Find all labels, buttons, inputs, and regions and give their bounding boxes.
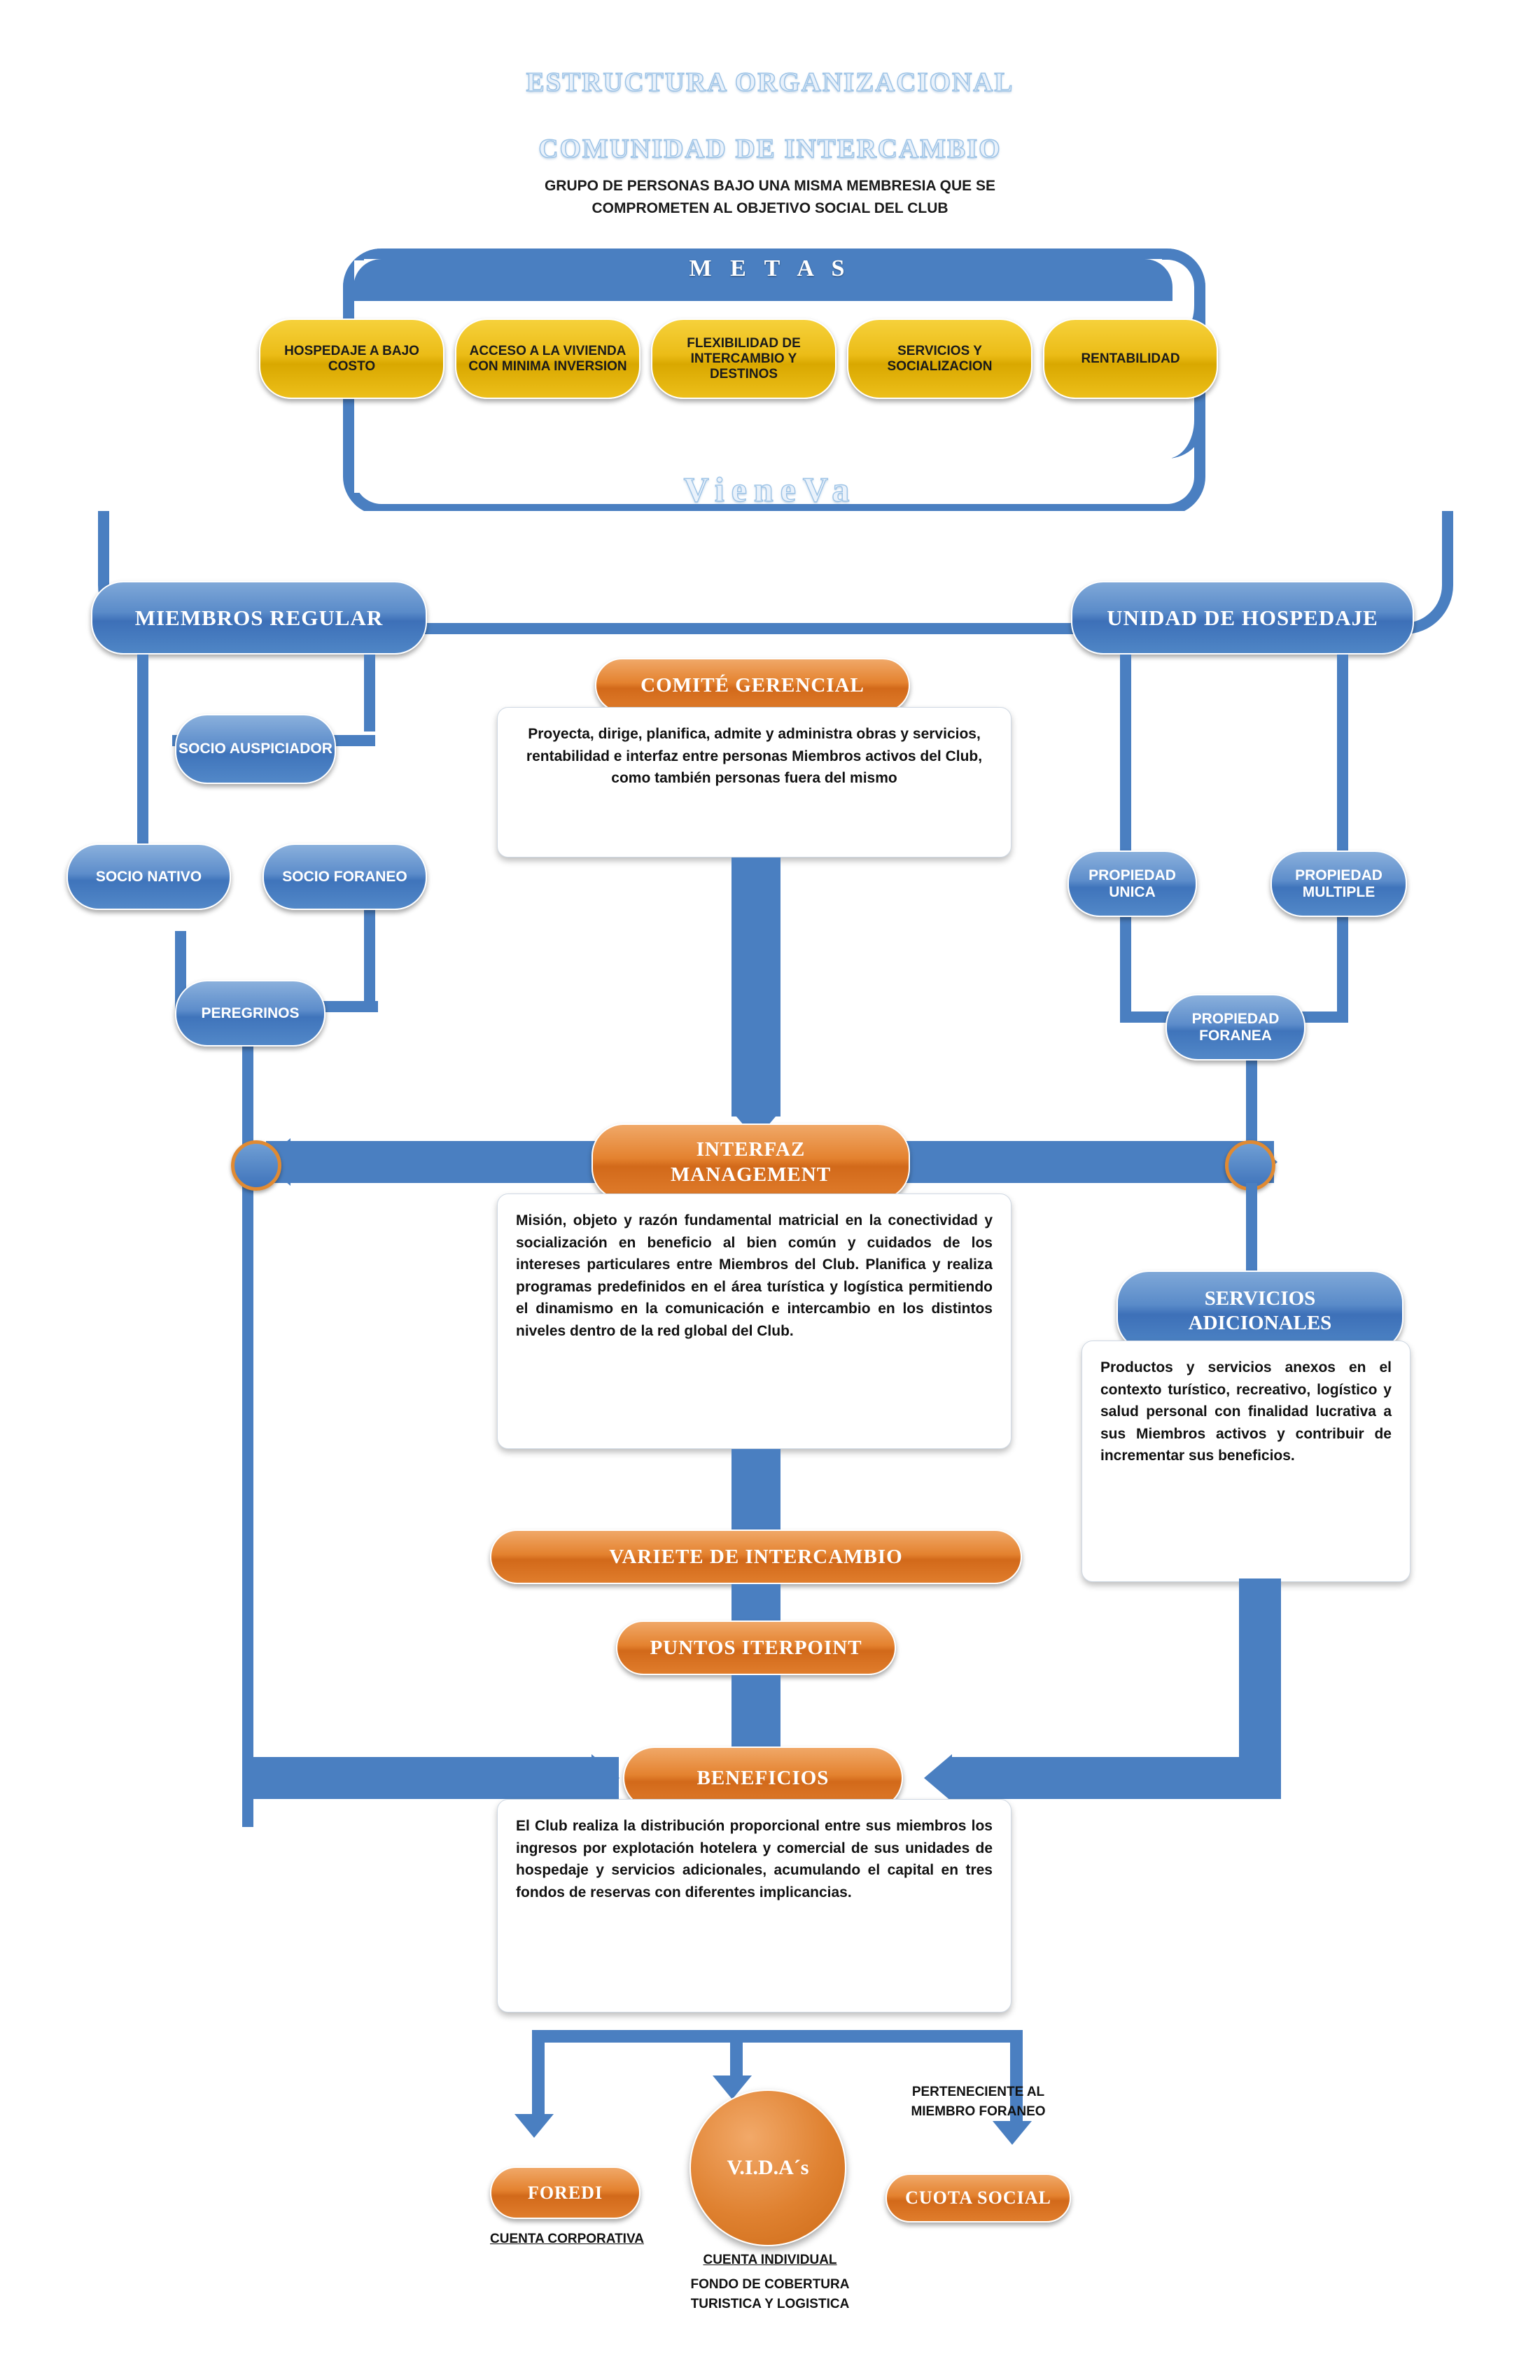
node-propiedad-multiple-label: PROPIEDAD MULTIPLE [1295, 867, 1382, 900]
arrow-members-to-benefits [592, 1754, 620, 1802]
connector-members-to-benefits [248, 1757, 619, 1799]
connector-members-v1 [137, 654, 148, 746]
connector-funds-h [532, 2030, 1022, 2043]
benefits-description [497, 1799, 1011, 2012]
branch-members-header[interactable] [91, 581, 427, 654]
connector-variete-down [732, 1584, 780, 1623]
goal-item-1-label: ACCESO A LA VIVIENDA CON MINIMA INVERSION [468, 343, 627, 374]
foredi-caption [483, 2230, 651, 2249]
node-socio-auspiciador[interactable] [175, 714, 336, 784]
goal-item-0[interactable] [259, 318, 444, 399]
page-title-line2: COMUNIDAD DE INTERCAMBIO [538, 134, 1002, 164]
goals-label: M E T A S [689, 255, 851, 281]
interface-title-line2: MANAGEMENT [670, 1163, 832, 1186]
node-socio-foraneo[interactable] [262, 844, 427, 910]
page-title-line1: ESTRUCTURA ORGANIZACIONAL [526, 67, 1014, 97]
vidas-label: V.I.D.A´s [727, 2156, 809, 2179]
additional-services-text: Productos y servicios anexos en el contexto turístico, recreativo, logístico y salud personal con finalidad lucrativa a sus Miembros activos y contribuir de incrementar sus beneficios. [1100, 1359, 1392, 1464]
connector-members-v5 [364, 899, 375, 1004]
interface-text: Misión, objeto y razón fundamental matricial en la conectividad y socialización en beneficio al bien común y cuidados de los intereses particulares entre Miembros del Club. Planifica y realiza programas predefinidos en el área turística y logística permitiendo el dinamismo en la comunicación e intercambio en los distintos niveles dentro de la red global del Club. [516, 1212, 993, 1339]
node-peregrinos-label: PEREGRINOS [201, 1004, 300, 1021]
node-propiedad-multiple[interactable] [1270, 850, 1407, 917]
cuota-social-caption [886, 2082, 1071, 2121]
page-subtitle: GRUPO DE PERSONAS BAJO UNA MISMA MEMBRESIA QUE SE COMPROMETEN AL OBJETIVO SOCIAL DEL CLUB [544, 178, 996, 216]
committee-description [497, 707, 1011, 858]
foredi-caption-text: CUENTA CORPORATIVA [490, 2232, 644, 2246]
iterpoint-node[interactable] [616, 1620, 896, 1675]
benefits-title: BENEFICIOS [696, 1766, 830, 1789]
branch-members-title: MIEMBROS REGULAR [134, 605, 384, 630]
goal-item-4[interactable] [1043, 318, 1218, 399]
interface-header[interactable] [592, 1124, 910, 1200]
additional-services-title-line2: ADICIONALES [1188, 1311, 1332, 1334]
arrow-services-to-benefits [924, 1754, 952, 1802]
foredi-label: FOREDI [527, 2182, 603, 2203]
goal-item-3[interactable] [847, 318, 1032, 399]
connector-services-h [952, 1757, 1281, 1799]
cuota-social-node[interactable] [886, 2174, 1071, 2222]
arrow-to-foredi [514, 2114, 554, 2138]
node-socio-nativo[interactable] [66, 844, 231, 910]
connector-funds-v-mid [730, 2030, 743, 2082]
committee-text: Proyecta, dirige, planifica, admite y administra obras y servicios, rentabilidad e interfaz entre personas Miembros activos del Club, como también personas fuera del mismo [526, 726, 983, 786]
node-peregrinos[interactable] [175, 980, 326, 1046]
node-propiedad-unica-label: PROPIEDAD UNICA [1088, 867, 1176, 900]
variete-label: VARIETE DE INTERCAMBIO [609, 1545, 903, 1568]
interface-title-line1: INTERFAZ [696, 1138, 806, 1161]
connector-lodging-v3 [1120, 903, 1131, 1022]
vidas-caption-1 [682, 2250, 858, 2270]
branch-lodging-header[interactable] [1071, 581, 1414, 654]
additional-services-header[interactable] [1116, 1270, 1404, 1351]
connector-funds-v-left [532, 2030, 545, 2121]
node-socio-foraneo-label: SOCIO FORANEO [282, 868, 407, 885]
connector-committee-down [732, 858, 780, 1116]
goal-item-0-label: HOSPEDAJE A BAJO COSTO [284, 343, 419, 374]
foredi-node[interactable] [490, 2166, 640, 2219]
goal-item-2-label: FLEXIBILIDAD DE INTERCAMBIO Y DESTINOS [687, 335, 801, 382]
node-propiedad-foranea-label: PROPIEDAD FORANEA [1191, 1010, 1280, 1044]
connector-knob-left [231, 1140, 281, 1191]
vidas-caption-1-text: CUENTA INDIVIDUAL [703, 2253, 837, 2267]
node-propiedad-foranea[interactable] [1166, 994, 1306, 1060]
vidas-node[interactable] [690, 2090, 846, 2246]
vidas-caption-2 [682, 2275, 858, 2314]
committee-title: COMITÉ GERENCIAL [640, 673, 864, 696]
interface-description [497, 1194, 1011, 1449]
arrow-to-cuota [993, 2121, 1032, 2145]
iterpoint-label: PUNTOS ITERPOINT [650, 1636, 862, 1659]
connector-lodging-v4 [1337, 903, 1348, 1022]
connector-lodging-v2 [1337, 654, 1348, 864]
goal-item-4-label: RENTABILIDAD [1081, 351, 1180, 366]
variete-node[interactable] [490, 1530, 1022, 1584]
benefits-text: El Club realiza la distribución proporcional entre sus miembros los ingresos por explotación hotelera y comercial de sus unidades de hospedaje y servicios adicionales, acumulando el capital en tres fondos de reservas con diferentes implicancias. [516, 1818, 993, 1900]
goal-item-1[interactable] [455, 318, 640, 399]
additional-services-description [1082, 1340, 1410, 1582]
additional-services-title-line1: SERVICIOS [1204, 1287, 1316, 1310]
node-socio-nativo-label: SOCIO NATIVO [95, 868, 202, 885]
committee-header[interactable] [595, 658, 910, 713]
branch-lodging-title: UNIDAD DE HOSPEDAJE [1107, 605, 1378, 630]
vidas-caption-2-text: FONDO DE COBERTURA TURISTICA Y LOGISTICA [690, 2277, 850, 2311]
goal-item-2[interactable] [651, 318, 836, 399]
goal-item-3-label: SERVICIOS Y SOCIALIZACION [887, 343, 993, 374]
cuota-social-caption-text: PERTENECIENTE AL MIEMBRO FORANEO [911, 2085, 1046, 2119]
node-socio-auspiciador-label: SOCIO AUSPICIADOR [178, 741, 332, 757]
brand-name: VieneVa [683, 470, 857, 509]
connector-lodging-v1 [1120, 654, 1131, 864]
connector-members-v3 [364, 654, 375, 732]
cuota-social-label: CUOTA SOCIAL [905, 2188, 1051, 2208]
node-propiedad-unica[interactable] [1068, 850, 1197, 917]
